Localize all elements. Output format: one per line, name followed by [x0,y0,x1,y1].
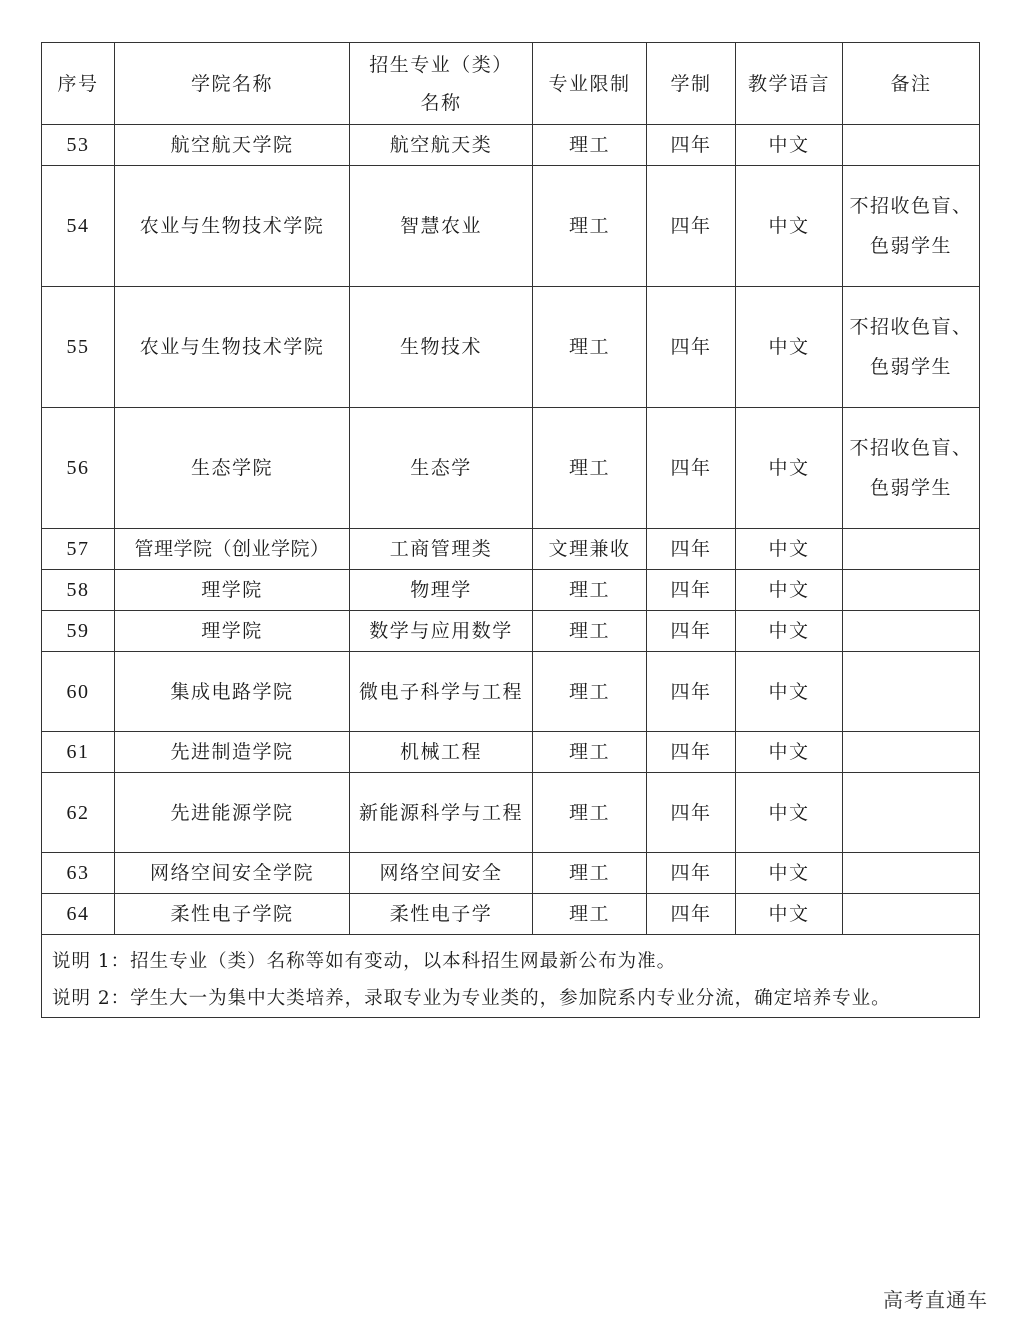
cell-college: 先进能源学院 [115,773,350,853]
cell-duration: 四年 [647,166,736,287]
admissions-table [41,42,980,1018]
cell-duration: 四年 [647,287,736,408]
table-row [42,408,980,529]
cell-restriction: 理工 [533,894,647,935]
cell-major: 微电子科学与工程 [350,652,533,732]
cell-restriction: 理工 [533,287,647,408]
cell-remark [843,773,980,853]
cell-major: 生态学 [350,408,533,529]
table-row [42,125,980,166]
cell-major: 柔性电子学 [350,894,533,935]
cell-language: 中文 [736,773,843,853]
table-row [42,853,980,894]
cell-college: 生态学院 [115,408,350,529]
table-body [42,125,980,1018]
cell-college: 管理学院（创业学院） [115,529,350,570]
cell-restriction: 理工 [533,652,647,732]
cell-restriction: 理工 [533,125,647,166]
cell-restriction: 文理兼收 [533,529,647,570]
cell-remark [843,611,980,652]
header-remark: 备注 [843,43,980,125]
table-row [42,287,980,408]
cell-major: 航空航天类 [350,125,533,166]
cell-language: 中文 [736,894,843,935]
table-row [42,894,980,935]
cell-restriction: 理工 [533,732,647,773]
cell-language: 中文 [736,853,843,894]
cell-remark: 不招收色盲、色弱学生 [843,287,980,408]
cell-restriction: 理工 [533,408,647,529]
cell-seq: 55 [42,287,115,408]
cell-seq: 63 [42,853,115,894]
cell-major: 新能源科学与工程 [350,773,533,853]
cell-duration: 四年 [647,570,736,611]
cell-restriction: 理工 [533,773,647,853]
header-restriction: 专业限制 [533,43,647,125]
header-seq: 序号 [42,43,115,125]
cell-remark [843,853,980,894]
cell-seq: 58 [42,570,115,611]
header-major-line1: 招生专业（类） [369,53,513,76]
cell-restriction: 理工 [533,570,647,611]
note-2: 说明 2：学生大一为集中大类培养，录取专业为专业类的，参加院系内专业分流，确定培养专业。 [52,988,891,1009]
cell-restriction: 理工 [533,611,647,652]
cell-major: 网络空间安全 [350,853,533,894]
table-row [42,732,980,773]
cell-college: 理学院 [115,611,350,652]
cell-remark [843,652,980,732]
cell-duration: 四年 [647,732,736,773]
cell-seq: 59 [42,611,115,652]
cell-language: 中文 [736,652,843,732]
cell-seq: 60 [42,652,115,732]
cell-language: 中文 [736,166,843,287]
cell-duration: 四年 [647,652,736,732]
notes-cell [42,935,980,1018]
cell-language: 中文 [736,287,843,408]
cell-college: 网络空间安全学院 [115,853,350,894]
cell-major: 数学与应用数学 [350,611,533,652]
notes-row [42,935,980,1018]
cell-duration: 四年 [647,408,736,529]
cell-college: 农业与生物技术学院 [115,287,350,408]
cell-duration: 四年 [647,894,736,935]
cell-seq: 57 [42,529,115,570]
cell-language: 中文 [736,570,843,611]
cell-seq: 56 [42,408,115,529]
cell-major: 物理学 [350,570,533,611]
table-header [42,43,980,125]
cell-seq: 53 [42,125,115,166]
cell-language: 中文 [736,529,843,570]
cell-seq: 61 [42,732,115,773]
table-row [42,570,980,611]
cell-major: 智慧农业 [350,166,533,287]
table-row [42,529,980,570]
table-row [42,773,980,853]
cell-duration: 四年 [647,853,736,894]
cell-remark [843,529,980,570]
cell-major: 机械工程 [350,732,533,773]
header-college: 学院名称 [115,43,350,125]
table-row [42,611,980,652]
cell-duration: 四年 [647,611,736,652]
cell-language: 中文 [736,408,843,529]
watermark-text: 高考直通车 [883,1288,988,1312]
cell-remark [843,570,980,611]
cell-restriction: 理工 [533,166,647,287]
header-duration: 学制 [647,43,736,125]
cell-college: 农业与生物技术学院 [115,166,350,287]
cell-remark: 不招收色盲、色弱学生 [843,166,980,287]
table-row [42,652,980,732]
cell-remark: 不招收色盲、色弱学生 [843,408,980,529]
cell-language: 中文 [736,611,843,652]
cell-restriction: 理工 [533,853,647,894]
cell-language: 中文 [736,732,843,773]
cell-seq: 54 [42,166,115,287]
cell-remark [843,894,980,935]
cell-college: 集成电路学院 [115,652,350,732]
note-1: 说明 1：招生专业（类）名称等如有变动，以本科招生网最新公布为准。 [52,951,677,972]
cell-remark [843,732,980,773]
cell-seq: 64 [42,894,115,935]
cell-major: 工商管理类 [350,529,533,570]
header-major [350,43,533,125]
cell-seq: 62 [42,773,115,853]
header-language: 教学语言 [736,43,843,125]
header-major-line2: 名称 [420,91,462,114]
cell-duration: 四年 [647,773,736,853]
cell-duration: 四年 [647,125,736,166]
cell-college: 柔性电子学院 [115,894,350,935]
cell-remark [843,125,980,166]
table-row [42,166,980,287]
cell-language: 中文 [736,125,843,166]
cell-college: 先进制造学院 [115,732,350,773]
cell-major: 生物技术 [350,287,533,408]
cell-college: 航空航天学院 [115,125,350,166]
cell-duration: 四年 [647,529,736,570]
cell-college: 理学院 [115,570,350,611]
